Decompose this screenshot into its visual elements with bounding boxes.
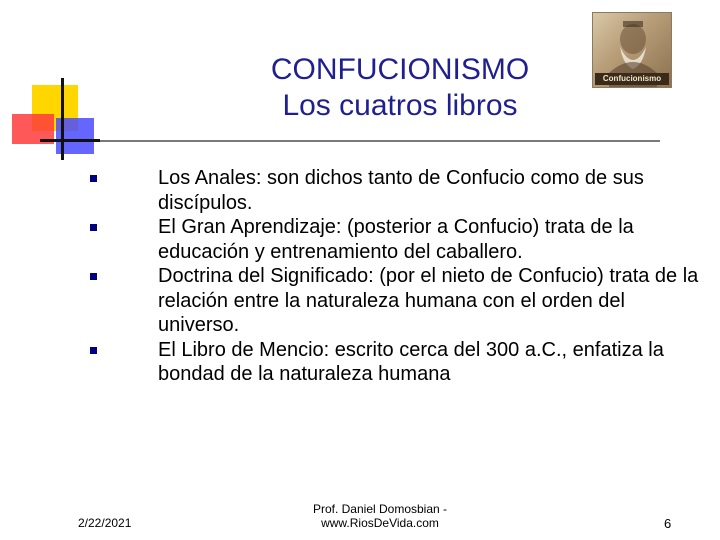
bullet-text: El Gran Aprendizaje: (posterior a Confucio) trata de la educación y entrenamiento del caballero. [158, 216, 634, 263]
page-number: 6 [664, 516, 672, 531]
bullet-square-icon [90, 273, 97, 280]
footer-author [270, 502, 490, 530]
decor-vertical-rule [61, 78, 64, 160]
decor-horizontal-rule [40, 140, 660, 142]
bullet-text: El Libro de Mencio: escrito cerca del 300 a.C., enfatiza la bondad de la naturaleza humana [158, 338, 664, 385]
bullet-square-icon [90, 224, 97, 231]
title-line-1: CONFUCIONISMO [270, 53, 530, 86]
bullet-text: Los Anales: son dichos tanto de Confucio como de sus discípulos. [158, 167, 644, 214]
bullet-item [90, 338, 710, 387]
logo-label: Confucionismo [595, 73, 669, 85]
bullet-item [90, 215, 710, 264]
decor-rule-accent [40, 139, 100, 142]
bullet-square-icon [90, 347, 97, 354]
bullet-item [90, 264, 710, 338]
footer-author-line-1: Prof. Daniel Domosbian - [312, 502, 448, 516]
bullet-square-icon [90, 175, 97, 182]
bullet-item [90, 166, 710, 215]
footer-author-line-2: www.RiosDeVida.com [321, 516, 439, 530]
bullet-text: Doctrina del Significado: (por el nieto de Confucio) trata de la relación entre la naturaleza humana con el orden del universo. [158, 265, 699, 336]
footer-date: 2/22/2021 [78, 516, 132, 530]
bullet-list [90, 166, 710, 387]
slide-title [200, 52, 600, 124]
title-line-2: Los cuatros libros [282, 89, 518, 122]
confucius-portrait-logo [592, 12, 672, 88]
